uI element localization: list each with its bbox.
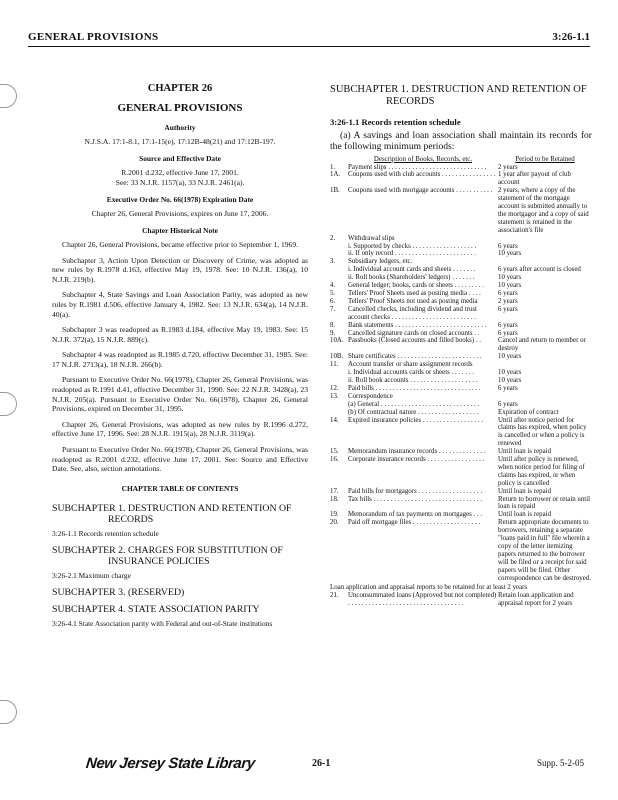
row-description: Paid bills . . . . . . . . . . . . . . . . . . . . . . . . . . . . . . . (348, 384, 481, 392)
row-description: Coupons used with mortgage accounts . . . . . . . . . . . (348, 187, 493, 195)
authority-heading: Authority (164, 123, 196, 133)
row-period: 1 year after payout of club account (498, 171, 571, 187)
row-description: Cancelled signature cards on closed accounts . . (348, 329, 480, 337)
row-description: ii. If only record . . . . . . . . . . . . . . . . . . . . . . . . (348, 250, 476, 258)
row-description: Subsidiary ledgers, etc. (348, 258, 413, 266)
row-period: Until after notice period for claims has expired, when policy is cancelled or when a policy is renewed (498, 416, 587, 448)
row-period: 6 years (498, 329, 518, 337)
table-row (330, 164, 592, 172)
row-period: 6 years (498, 290, 518, 297)
table-row (330, 377, 592, 385)
punch-hole (0, 84, 17, 108)
row-period: 10 years (498, 274, 522, 282)
row-description: Unconsummated loans (Approved but not completed) . . . . . . . . . . . . . . . . . . . . . . . . . . . . . . . . . . (348, 592, 497, 608)
retention-table-body (330, 164, 592, 583)
table-row (330, 511, 592, 519)
row-period: 6 years (498, 384, 518, 392)
column-header-description: Description of Books, Records, etc. (373, 155, 473, 163)
table-row (330, 171, 592, 187)
row-number: 11. (330, 361, 339, 369)
row-number: 13. (330, 392, 339, 400)
row-description: Coupons used with club accounts . . . . . . . . . . . . . . . . (348, 171, 496, 179)
table-row (330, 290, 592, 298)
table-row (330, 187, 592, 234)
row-description: i. Individual accounts cards or sheets . . . . . . . (348, 369, 474, 377)
historical-note: Subchapter 4 was readopted as R.1985 d.720, effective December 31, 1985. See: 17 N.J.R. 2713(a), 18 N.J.R. 266(b). (52, 350, 308, 369)
authority-text: N.J.S.A. 17:1-8.1, 17:1-15(e), 17:12B-48(21) and 17:12B-197. (84, 136, 276, 146)
row-number: 10A. (330, 337, 344, 345)
row-number: 20. (330, 519, 339, 527)
row-number: 15. (330, 448, 339, 456)
historical-note-heading: Chapter Historical Note (142, 226, 218, 236)
row-description: Share certificates . . . . . . . . . . . . . . . . . . . . . . . . . (348, 353, 482, 361)
table-row (330, 330, 592, 338)
section-intro: (a) A savings and loan association shall maintain its records for the following minimum periods: (330, 129, 592, 152)
retention-table (330, 156, 592, 609)
row-number (330, 377, 348, 385)
exec-order-text: Chapter 26, General Provisions, expires on June 17, 2006. (91, 208, 269, 218)
header-rule (28, 46, 590, 47)
chapter-title: GENERAL PROVISIONS (117, 101, 243, 114)
row-number: 16. (330, 456, 339, 464)
row-period: 2 years (498, 163, 518, 171)
row-number: 3. (330, 258, 336, 266)
source-line: R.2001 d.232, effective June 17, 2001. (121, 167, 239, 177)
table-row (330, 274, 592, 282)
historical-note: Chapter 26, General Provisions, became effective prior to September 1, 1969. (62, 239, 299, 249)
row-period (498, 235, 592, 243)
row-number: 12. (330, 384, 339, 392)
toc-entry: 3:26-4.1 State Association parity with Federal and out-of-State institutions (52, 618, 273, 628)
row-description: Correspondence (348, 392, 393, 400)
toc-entry: 3:26-2.1 Maximum charge (52, 571, 131, 580)
source-heading: Source and Effective Date (139, 154, 221, 164)
table-row (330, 306, 592, 322)
row-number: 18. (330, 495, 339, 503)
table-row (330, 361, 592, 369)
row-period: 6 years after account is closed (498, 266, 581, 274)
row-description: Passbooks (Closed accounts and filled books) . . (348, 337, 482, 345)
page-footer (28, 752, 590, 782)
row-period: 10 years (498, 369, 522, 377)
source-line: See: 33 N.J.R. 1157(a), 33 N.J.R. 2461(a). (115, 177, 245, 187)
row-description: Payment slips . . . . . . . . . . . . . . . . . . . . . . . . . . . . . (348, 163, 487, 171)
table-row (330, 243, 592, 251)
row-period: Return to borrower or retain until loan is repaid (498, 495, 591, 511)
row-description: Cancelled checks, including dividend and trust account checks . . . . . . . . . . . . . . . . . . . . . . . . . (348, 305, 477, 321)
row-period: 2 years (498, 297, 518, 305)
row-period (498, 393, 592, 401)
row-description: (b) Of contractual nature . . . . . . . . . . . . . . . . . . (348, 408, 479, 416)
table-row (330, 488, 592, 496)
table-row (330, 258, 592, 266)
row-description: Expired insurance policies . . . . . . . . . . . . . . . . . . (348, 416, 484, 424)
row-number: 21. (330, 592, 339, 600)
row-description: General ledger; books, cards or sheets . . . . . . . . . (348, 282, 484, 290)
row-description: Paid bills for mortgagors . . . . . . . . . . . . . . . . . . . (348, 487, 483, 495)
table-row (330, 385, 592, 393)
row-description: Tellers' Proof Sheets used as posting media . . . . (348, 290, 481, 297)
toc-subchapter: SUBCHAPTER 3. (RESERVED) (52, 586, 185, 598)
row-period: 10 years (498, 353, 522, 361)
row-period: 6 years (498, 400, 518, 408)
historical-note: Pursuant to Executive Order No. 66(1978), Chapter 26, General Provisions, was readopted as R.2001 d.232, effective June 17, 2001. See: Source and Effective Date. See, also, section annotations. (52, 445, 308, 474)
row-number: 10B. (330, 353, 344, 361)
table-row (330, 519, 592, 582)
table-row (330, 409, 592, 417)
row-period: Until loan is repaid (498, 448, 552, 456)
table-row (330, 393, 592, 401)
row-number: 9. (330, 329, 336, 337)
row-description: Withdrawal slips (348, 234, 395, 242)
punch-hole (0, 392, 17, 416)
table-row (330, 322, 592, 330)
table-row (330, 337, 592, 353)
toc-subchapter: SUBCHAPTER 4. STATE ASSOCIATION PARITY (52, 603, 260, 615)
row-number: 17. (330, 487, 339, 495)
row-description: ii. Roll book accounts . . . . . . . . . . . . . . . . . . . . (348, 376, 478, 384)
header-section: 3:26-1.1 (552, 31, 590, 43)
row-period: 10 years (498, 376, 522, 384)
row-description: Account transfer or share assignment records (348, 361, 473, 369)
row-description: Tax bills . . . . . . . . . . . . . . . . . . . . . . . . . . . . . . . . (348, 495, 483, 503)
table-note-row (330, 583, 592, 593)
toc-entry: 3:26-1.1 Records retention schedule (52, 529, 159, 539)
row-number: 19. (330, 511, 339, 519)
row-period: 10 years (498, 250, 522, 258)
row-description: Tellers' Proof Sheets not used as posting media (348, 297, 478, 305)
library-logo: New Jersey State Library (85, 755, 256, 772)
table-row (330, 250, 592, 258)
table-row (330, 282, 592, 290)
row-description: Corporate insurance records . . . . . . . . . . . . . . . . . (348, 456, 485, 464)
row-number (330, 274, 348, 282)
exec-order-heading: Executive Order No. 66(1978) Expiration Date (106, 195, 254, 205)
row-period: Expiration of contract (498, 408, 559, 416)
row-period: 10 years (498, 282, 522, 290)
row-period: Until after policy is renewed, when notice period for filing of claims has expired, or when policy is cancelled (498, 456, 585, 487)
column-header-period: Period to be Retained (515, 155, 575, 163)
table-row (330, 417, 592, 449)
historical-note: Subchapter 3 was readopted as R.1983 d.184, effective May 19, 1983. See: 15 N.J.R. 372(a), 15 N.J.R. 889(c). (52, 325, 308, 344)
row-description: i. Individual account cards and sheets . . . . . . . (348, 266, 476, 274)
table-note: Loan application and appraisal reports to be retained for at least 2 years (330, 583, 528, 591)
right-column (330, 84, 592, 608)
table-row (330, 448, 592, 456)
subchapter-title: SUBCHAPTER 1. DESTRUCTION AND RETENTION OF RECORDS (330, 84, 587, 107)
table-row (330, 298, 592, 306)
row-period: 6 years (498, 242, 518, 250)
row-period: Retain loan application and appraisal report for 2 years (498, 592, 574, 608)
table-row (330, 456, 592, 488)
table-row (330, 353, 592, 361)
table-row (330, 592, 592, 608)
row-number (330, 369, 348, 377)
row-number (330, 266, 348, 274)
supplement-date: Supp. 5-2-05 (537, 758, 584, 768)
row-period: 2 years, where a copy of the statement of the mortgage account is submitted annually to the mortgagor and a copy of said statement is retained in the association's file (498, 187, 589, 234)
table-row (330, 496, 592, 512)
row-number (330, 243, 348, 251)
left-column (52, 84, 308, 632)
row-number: 5. (330, 290, 336, 297)
historical-note: Subchapter 3, Action Upon Detection or Discovery of Crime, was adopted as new rules by R.1978 d.163, effective May 19, 1978. See: 10 N.J.R. 136(a), 10 N.J.R. 219(b). (52, 255, 308, 284)
toc-subchapter: SUBCHAPTER 2. CHARGES FOR SUBSTITUTION OF INSURANCE POLICIES (52, 545, 283, 567)
row-period (498, 361, 592, 369)
row-number: 1A. (330, 171, 341, 179)
row-description: i. Supported by checks . . . . . . . . . . . . . . . . . . . (348, 242, 477, 250)
page-number: 26-1 (312, 758, 331, 769)
row-description: Bank statements . . . . . . . . . . . . . . . . . . . . . . . . . . . (348, 321, 487, 329)
chapter-number: CHAPTER 26 (147, 83, 213, 94)
row-period: Return appropriate documents to borrowers, retaining a separate "loans paid in full" file wherein a copy of the letter itemizing papers returned to the borrower will be filed or a receipt for said papers will be filed. Other correspondence can be destroyed. (498, 519, 591, 582)
row-period: Cancel and return to member or destroy (498, 337, 586, 353)
running-header (28, 31, 590, 45)
section-heading: 3:26-1.1 Records retention schedule (330, 117, 461, 127)
table-row (330, 266, 592, 274)
row-period (498, 258, 592, 266)
row-number: 4. (330, 282, 336, 290)
row-period: Until loan is repaid (498, 511, 552, 519)
row-description: Paid off mortgage files . . . . . . . . . . . . . . . . . . . . (348, 519, 481, 527)
table-row (330, 369, 592, 377)
historical-note: Subchapter 4, State Savings and Loan Association Parity, was adopted as new rules by R.1981 d.506, effective January 4, 1982. See: 13 N.J.R. 634(a), 14 N.J.R. 40(a). (52, 290, 308, 319)
row-description: (a) General . . . . . . . . . . . . . . . . . . . . . . . . . . . . . (348, 400, 480, 408)
row-number (330, 409, 348, 417)
row-period: Until loan is repaid (498, 487, 552, 495)
punch-hole (0, 700, 17, 724)
row-number (330, 250, 348, 258)
row-number (330, 401, 348, 409)
row-number: 14. (330, 416, 339, 424)
table-row (330, 401, 592, 409)
row-description: Memorandum insurance records . . . . . . . . . . . . . . (348, 448, 486, 456)
row-number: 8. (330, 321, 336, 329)
row-period: 6 years (498, 305, 518, 313)
row-description: ii. Roll books (Shareholders' ledgers) . . . . . . . (348, 274, 475, 282)
header-title: GENERAL PROVISIONS (28, 31, 159, 43)
row-number: 6. (330, 297, 336, 305)
table-header-row (330, 156, 592, 164)
historical-note: Chapter 26, General Provisions, was adopted as new rules by R.1996 d.272, effective June 17, 1996. See: 28 N.J.R. 1915(a), 28 N.J.R. 3119(a). (52, 419, 308, 439)
row-number: 7. (330, 305, 336, 313)
toc-heading: CHAPTER TABLE OF CONTENTS (121, 483, 239, 493)
historical-note: Pursuant to Executive Order No. 66(1978), Chapter 26, General Provisions, was readopted as R.1991 d.41, effective December 31, 1990. See: 22 N.J.R. 3428(a), 23 N.J.R. 205(a). Pursuant to Executive Order No. 66(1978), Chapter 26, General Provisions, expired on December 31, 1995. (52, 375, 308, 414)
toc-subchapter: SUBCHAPTER 1. DESTRUCTION AND RETENTION OF RECORDS (52, 503, 292, 526)
row-number: 2. (330, 234, 336, 242)
table-row (330, 235, 592, 243)
row-description: Memorandum of tax payments on mortgages . . . (348, 511, 483, 519)
row-number: 1B. (330, 187, 340, 195)
row-period: 6 years (498, 321, 518, 329)
row-number: 1. (330, 163, 336, 171)
